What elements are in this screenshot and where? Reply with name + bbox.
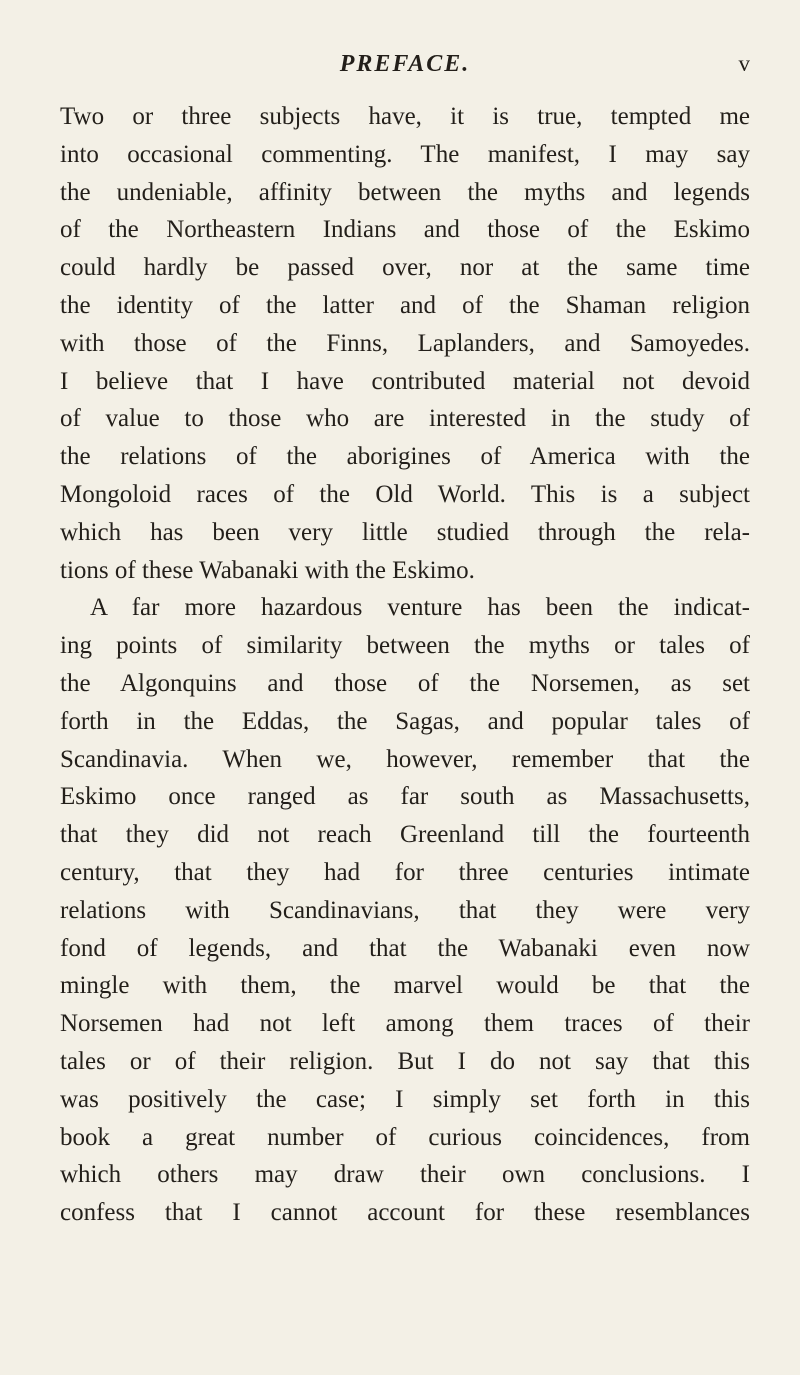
text-line: which has been very little studied through the rela- [60,518,750,546]
text-line: Two or three subjects have, it is true, tempted me [60,103,750,130]
text-line: with those of the Finns, Laplanders, and Samoyedes. [60,329,750,357]
text-line: was positively the case; I simply set forth in this [60,1085,750,1113]
running-title: PREFACE. [339,51,471,77]
text-line: tales or of their religion. But I do not say that this [60,1047,750,1075]
text-line: the relations of the aborigines of America with the [60,443,750,471]
text-line: of the Northeastern Indians and those of the Eskimo [60,216,750,244]
text-line: book a great number of curious coincidences, from [60,1123,750,1151]
text-line: tions of these Wabanaki with the Eskimo. [60,556,475,584]
body-text [60,98,750,1232]
text-line: mingle with them, the marvel would be that the [60,972,750,1000]
text-line: Mongoloid races of the Old World. This is a subject [60,480,750,508]
text-line: that they did not reach Greenland till the fourteenth [60,821,750,849]
text-line: fond of legends, and that the Wabanaki even now [60,934,750,962]
text-line: A far more hazardous venture has been the indicat- [90,594,750,622]
text-line: forth in the Eddas, the Sagas, and popular tales of [60,707,750,735]
text-line: the Algonquins and those of the Norsemen, as set [60,669,750,697]
text-line: ing points of similarity between the myths or tales of [60,632,750,660]
text-line: could hardly be passed over, nor at the same time [60,254,750,282]
text-line: into occasional commenting. The manifest, I may say [60,140,750,168]
page-header [60,44,750,84]
text-line: which others may draw their own conclusions. I [60,1161,750,1189]
text-line: Norsemen had not left among them traces of their [60,1010,750,1038]
text-line: Scandinavia. When we, however, remember that the [60,745,750,773]
text-line: the undeniable, affinity between the myths and legends [60,178,750,206]
text-line: Eskimo once ranged as far south as Massachusetts, [60,783,750,811]
text-line: I believe that I have contributed material not devoid [60,367,750,395]
text-line: of value to those who are interested in the study of [60,405,750,433]
text-line: the identity of the latter and of the Shaman religion [60,291,750,319]
text-line: century, that they had for three centuries intimate [60,858,750,886]
page-number: v [738,51,750,76]
text-line: confess that I cannot account for these resemblances [60,1199,750,1227]
text-line: relations with Scandinavians, that they were very [60,896,750,924]
